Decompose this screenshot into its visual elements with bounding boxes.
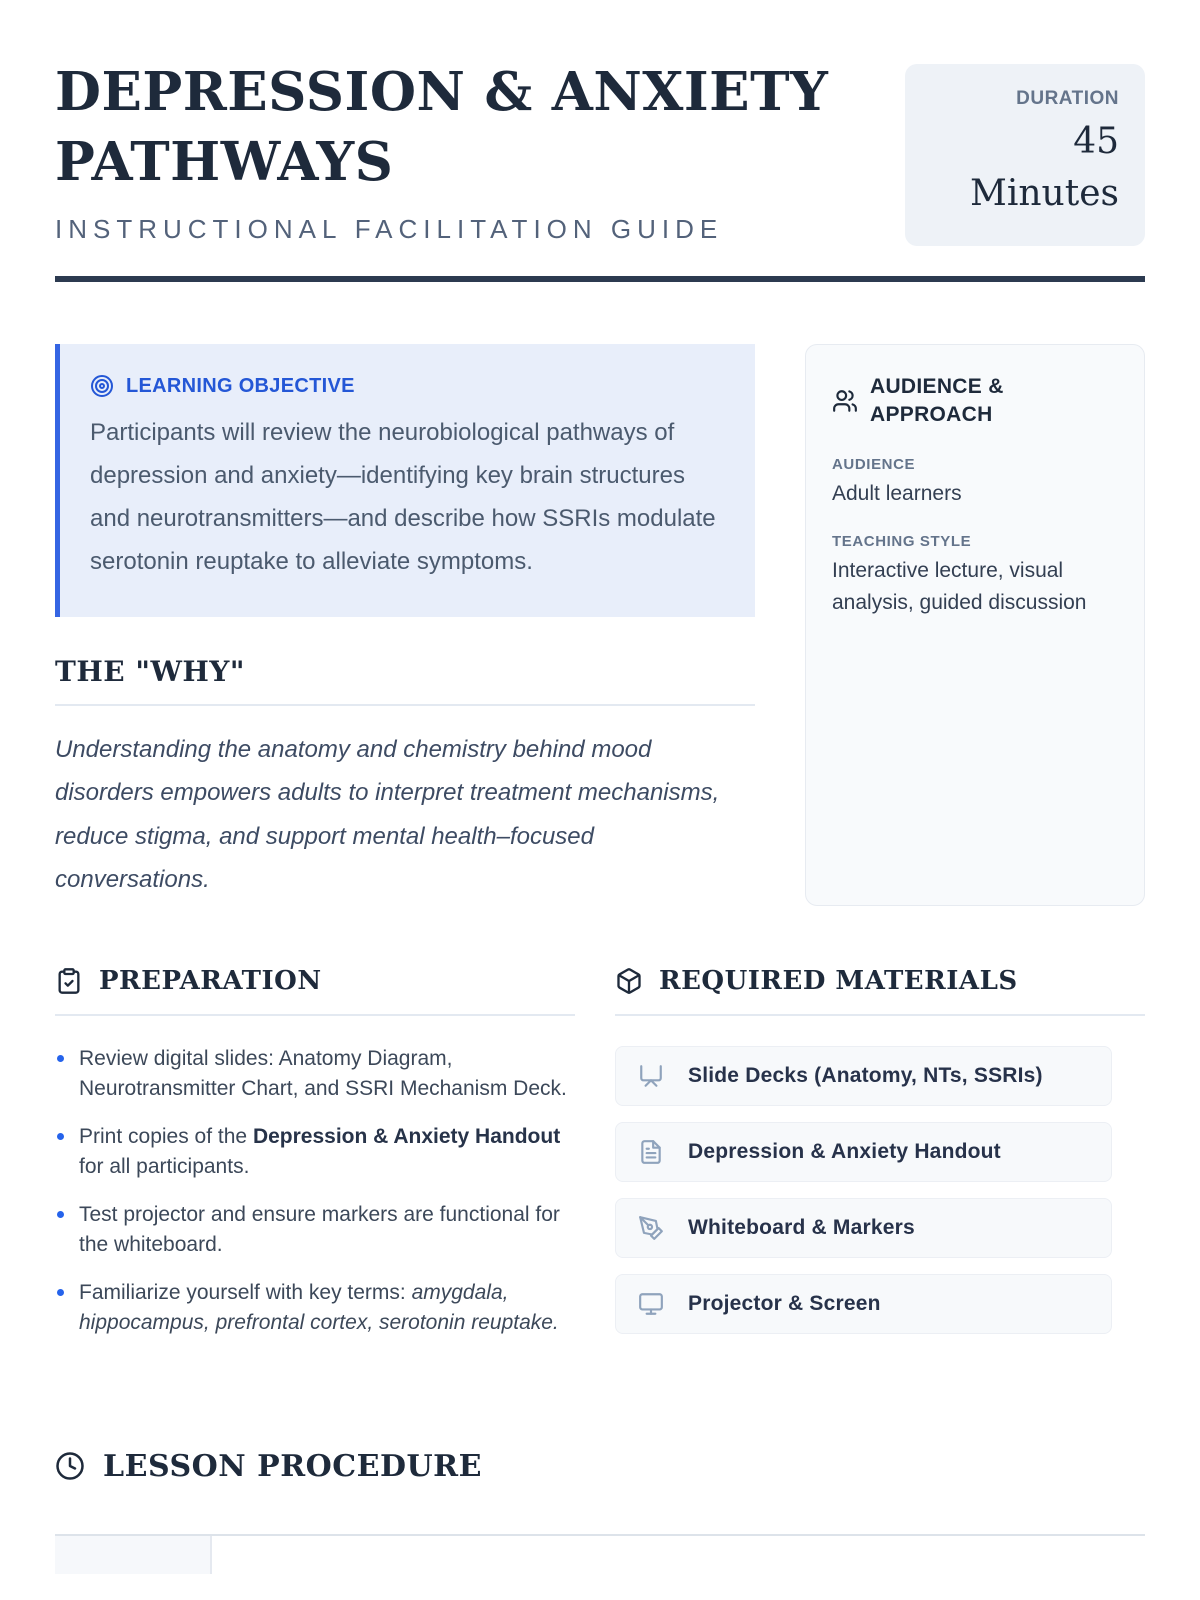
preparation-title: PREPARATION xyxy=(99,966,322,997)
target-icon xyxy=(90,374,114,398)
page-header xyxy=(55,58,1145,246)
why-text: Understanding the anatomy and chemistry behind mood disorders empowers adults to interpret treatment mechanisms, reduce stigma, and support mental health–focused conversations. xyxy=(55,736,720,893)
preparation-divider xyxy=(55,1014,575,1016)
duration-box xyxy=(905,64,1145,246)
material-label: Slide Decks (Anatomy, NTs, SSRIs) xyxy=(688,1064,1043,1088)
material-card xyxy=(615,1122,1112,1182)
clipboard-check-icon xyxy=(55,967,83,995)
material-label: Depression & Anxiety Handout xyxy=(688,1140,1001,1164)
learning-objective-label: LEARNING OBJECTIVE xyxy=(126,374,355,397)
header-divider xyxy=(55,276,1145,282)
clock-icon xyxy=(55,1451,85,1481)
teaching-style-label: TEACHING STYLE xyxy=(832,533,972,551)
users-icon xyxy=(832,388,858,414)
material-card xyxy=(615,1198,1112,1258)
lesson-procedure-title: LESSON PROCEDURE xyxy=(103,1448,482,1484)
monitor-icon xyxy=(638,1291,664,1317)
title-block xyxy=(55,58,855,245)
page-subtitle: INSTRUCTIONAL FACILITATION GUIDE xyxy=(55,213,724,244)
lesson-procedure-section xyxy=(55,1449,1145,1484)
pen-tool-icon xyxy=(638,1215,664,1241)
preparation-item: Test projector and ensure markers are functional for the whiteboard. xyxy=(55,1200,575,1260)
preparation-section xyxy=(55,966,575,1356)
materials-title: REQUIRED MATERIALS xyxy=(659,966,1018,997)
learning-objective-text: Participants will review the neurobiological pathways of depression and anxiety—identifying key brain structures and neurotransmitters—and describe how SSRIs modulate serotonin reuptake to alleviate symptoms. xyxy=(90,419,716,575)
duration-label: DURATION xyxy=(1016,88,1119,109)
audience-value: Adult learners xyxy=(832,481,962,505)
materials-divider xyxy=(615,1014,1145,1016)
package-icon xyxy=(615,967,643,995)
why-divider xyxy=(55,704,755,706)
material-card xyxy=(615,1274,1112,1334)
teaching-style-value: Interactive lecture, visual analysis, guided discussion xyxy=(832,559,1087,614)
materials-list xyxy=(615,1046,1145,1334)
why-section xyxy=(55,655,755,901)
preparation-item: Print copies of the Depression & Anxiety Handout for all participants. xyxy=(55,1122,575,1182)
page-title: DEPRESSION & ANXIETY PATHWAYS xyxy=(55,61,829,193)
audience-approach-card xyxy=(805,344,1145,906)
materials-section xyxy=(615,966,1145,1350)
procedure-time-cell xyxy=(55,1536,212,1574)
material-label: Whiteboard & Markers xyxy=(688,1216,915,1240)
lesson-procedure-table xyxy=(55,1534,1145,1574)
procedure-body-cell xyxy=(212,1536,1145,1574)
preparation-item: Familiarize yourself with key terms: amygdala, hippocampus, prefrontal cortex, serotonin reuptake. xyxy=(55,1278,575,1338)
duration-value: 45 Minutes xyxy=(970,121,1119,215)
material-card xyxy=(615,1046,1112,1106)
material-label: Projector & Screen xyxy=(688,1292,881,1316)
presentation-icon xyxy=(638,1063,664,1089)
file-text-icon xyxy=(638,1139,664,1165)
why-title: THE "WHY" xyxy=(55,655,245,689)
learning-objective-box xyxy=(55,344,755,617)
preparation-item: Review digital slides: Anatomy Diagram, Neurotransmitter Chart, and SSRI Mechanism Deck. xyxy=(55,1044,575,1104)
audience-approach-title: AUDIENCE & APPROACH xyxy=(870,375,1004,426)
audience-label: AUDIENCE xyxy=(832,455,916,473)
preparation-list xyxy=(55,1044,575,1338)
